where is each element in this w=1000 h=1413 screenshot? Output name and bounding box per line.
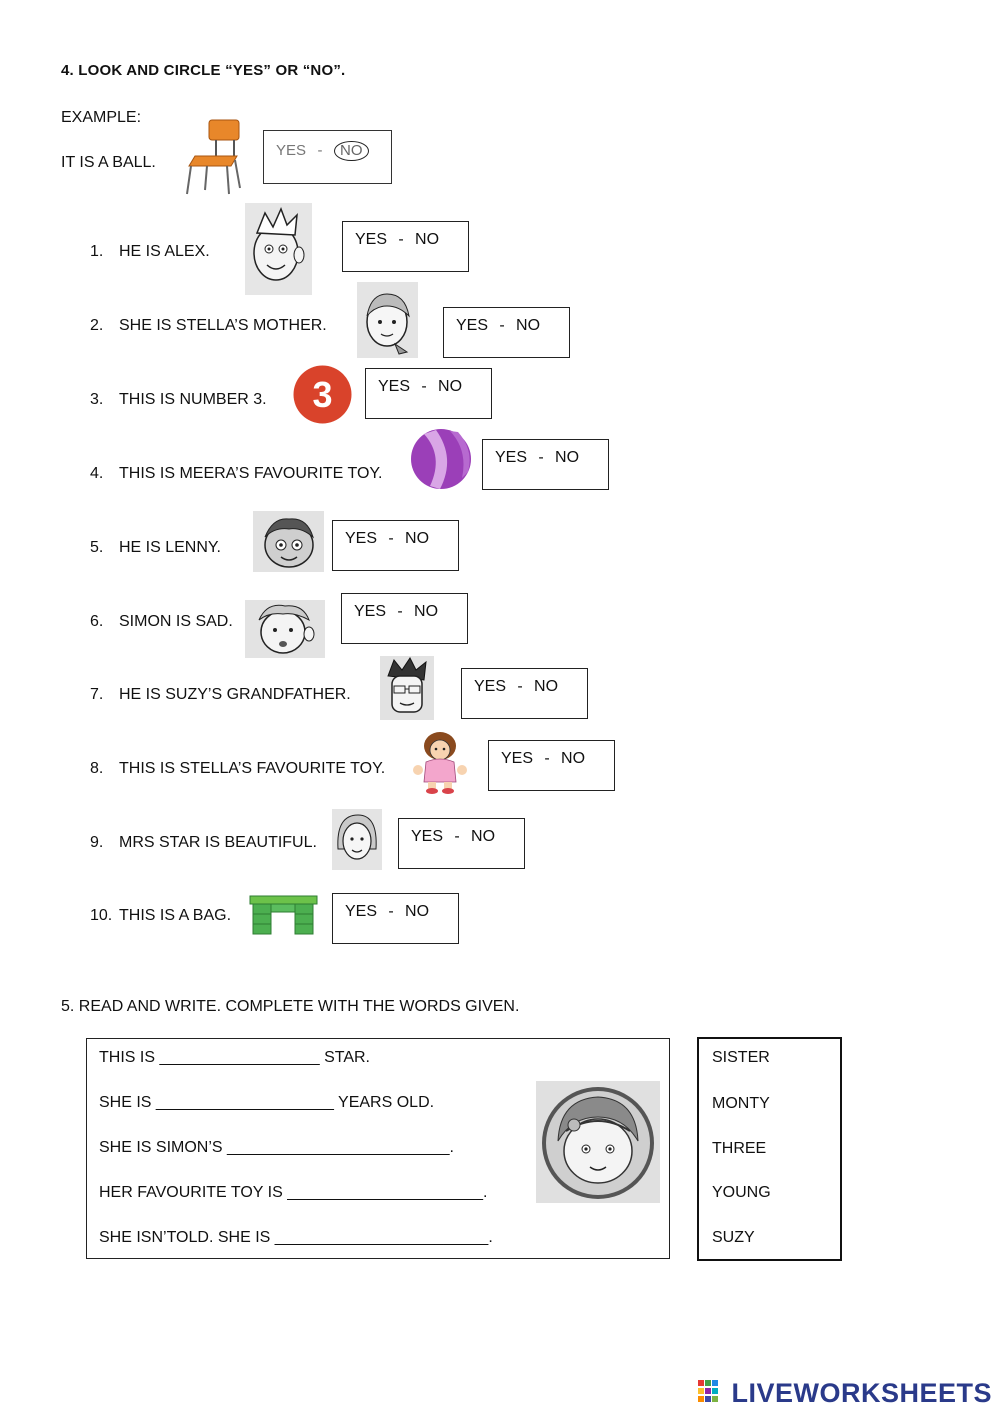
example-no-circled: NO	[334, 141, 369, 161]
lenny-face-icon	[253, 511, 324, 572]
item-number: 6.	[90, 613, 104, 630]
item-text-prefix: S	[119, 317, 130, 334]
no-option[interactable]: NO	[438, 378, 463, 395]
number-three-glyph: 3	[312, 374, 333, 415]
no-option[interactable]: NO	[561, 750, 586, 767]
no-option[interactable]: NO	[534, 678, 559, 695]
item-5	[90, 539, 221, 557]
yes-option[interactable]: YES	[345, 530, 378, 547]
item-number: 3.	[90, 391, 104, 408]
item-text: SIMON IS SAD.	[119, 613, 233, 630]
yes-option[interactable]: YES	[355, 231, 388, 248]
alex-face-icon	[245, 203, 312, 295]
dash: -	[454, 828, 460, 845]
answer-box-10[interactable]	[332, 893, 459, 944]
item-8	[90, 760, 385, 778]
item-number: 10.	[90, 907, 113, 924]
answer-box-3[interactable]	[365, 368, 492, 419]
sentence-3[interactable]: SHE IS SIMON’S _________________________.	[99, 1139, 454, 1156]
item-number: 8.	[90, 760, 104, 777]
item-9	[90, 834, 317, 852]
item-text: HE IS LENNY.	[119, 539, 221, 556]
item-3	[90, 391, 267, 409]
sentence-5[interactable]: SHE ISN’TOLD. SHE IS ________________________.	[99, 1229, 493, 1246]
example-label: EXAMPLE:	[61, 109, 142, 126]
item-10	[90, 907, 231, 925]
answer-box-5[interactable]	[332, 520, 459, 571]
dash: -	[397, 603, 403, 620]
yes-option[interactable]: YES	[378, 378, 411, 395]
word-bank	[697, 1037, 842, 1261]
doll-icon	[410, 730, 474, 794]
suzy-face-icon	[536, 1081, 660, 1203]
answer-box-8[interactable]	[488, 740, 615, 791]
word-bank-item: SISTER	[712, 1049, 770, 1066]
dash: -	[499, 317, 505, 334]
sentence-4[interactable]: HER FAVOURITE TOY IS ______________________.	[99, 1184, 488, 1201]
grandmother-face-icon	[357, 282, 418, 358]
example-dash: -	[317, 142, 323, 159]
item-6	[90, 613, 233, 631]
answer-box-4[interactable]	[482, 439, 609, 490]
item-number: 2.	[90, 317, 104, 334]
no-option[interactable]: NO	[471, 828, 496, 845]
answer-box-9[interactable]	[398, 818, 525, 869]
mrs-star-face-icon	[332, 809, 382, 870]
liveworksheets-logo-icon	[698, 1380, 720, 1404]
yes-option[interactable]: YES	[354, 603, 387, 620]
no-option[interactable]: NO	[405, 903, 430, 920]
item-number: 7.	[90, 686, 104, 703]
dash: -	[517, 678, 523, 695]
item-2	[90, 317, 327, 335]
sentence-1[interactable]: THIS IS __________________ STAR.	[99, 1049, 370, 1066]
yes-option[interactable]: YES	[501, 750, 534, 767]
example-yes: YES	[276, 142, 307, 159]
yes-option[interactable]: YES	[474, 678, 507, 695]
task4-title: 4. LOOK AND CIRCLE “YES” OR “NO”.	[61, 62, 346, 79]
simon-face-icon	[245, 600, 325, 658]
word-bank-item: MONTY	[712, 1095, 770, 1112]
no-option[interactable]: NO	[555, 449, 580, 466]
word-bank-item: SUZY	[712, 1229, 755, 1246]
item-text: HE IS ALEX.	[119, 243, 210, 260]
yes-option[interactable]: YES	[456, 317, 489, 334]
item-text: MRS STAR IS BEAUTIFUL.	[119, 834, 317, 851]
answer-box-2[interactable]	[443, 307, 570, 358]
item-number: 4.	[90, 465, 104, 482]
grandfather-face-icon	[380, 656, 434, 720]
item-text: THIS IS STELLA’S FAVOURITE TOY.	[119, 760, 386, 777]
item-7	[90, 686, 351, 704]
word-bank-item: YOUNG	[712, 1184, 771, 1201]
no-option[interactable]: NO	[405, 530, 430, 547]
answer-box-1[interactable]	[342, 221, 469, 272]
no-option[interactable]: NO	[414, 603, 439, 620]
item-1	[90, 243, 210, 261]
dash: -	[544, 750, 550, 767]
example-answer-box	[263, 130, 392, 184]
answer-box-7[interactable]	[461, 668, 588, 719]
dash: -	[421, 378, 427, 395]
dash: -	[538, 449, 544, 466]
item-4	[90, 465, 382, 483]
yes-option[interactable]: YES	[495, 449, 528, 466]
answer-box-6[interactable]	[341, 593, 468, 644]
dash: -	[388, 903, 394, 920]
no-option[interactable]: NO	[415, 231, 440, 248]
number-three-icon	[292, 364, 353, 425]
yes-option[interactable]: YES	[411, 828, 444, 845]
ball-icon	[410, 428, 472, 490]
item-number: 5.	[90, 539, 104, 556]
item-text: HE IS SUZY’S GRANDFATHER.	[119, 686, 351, 703]
chair-icon	[183, 118, 243, 196]
item-number: 1.	[90, 243, 104, 260]
item-text: THIS IS A BAG.	[119, 907, 232, 924]
item-text: THIS IS NUMBER 3.	[119, 391, 267, 408]
dash: -	[398, 231, 404, 248]
word-bank-item: THREE	[712, 1140, 767, 1157]
dash: -	[388, 530, 394, 547]
sentence-2[interactable]: SHE IS ____________________ YEARS OLD.	[99, 1094, 435, 1111]
example-sentence: IT IS A BALL.	[61, 154, 156, 171]
yes-option[interactable]: YES	[345, 903, 378, 920]
liveworksheets-brand[interactable]: LIVEWORKSHEETS	[731, 1378, 992, 1408]
item-number: 9.	[90, 834, 104, 851]
task5-sentences-box	[86, 1038, 670, 1259]
desk-icon	[249, 893, 318, 938]
item-text: THIS IS MEERA’S FAVOURITE TOY.	[119, 465, 383, 482]
item-text: HE IS STELLA’S MOTHER.	[129, 317, 327, 334]
no-option[interactable]: NO	[516, 317, 541, 334]
task5-title: 5. READ AND WRITE. COMPLETE WITH THE WORDS GIVEN.	[61, 998, 520, 1015]
